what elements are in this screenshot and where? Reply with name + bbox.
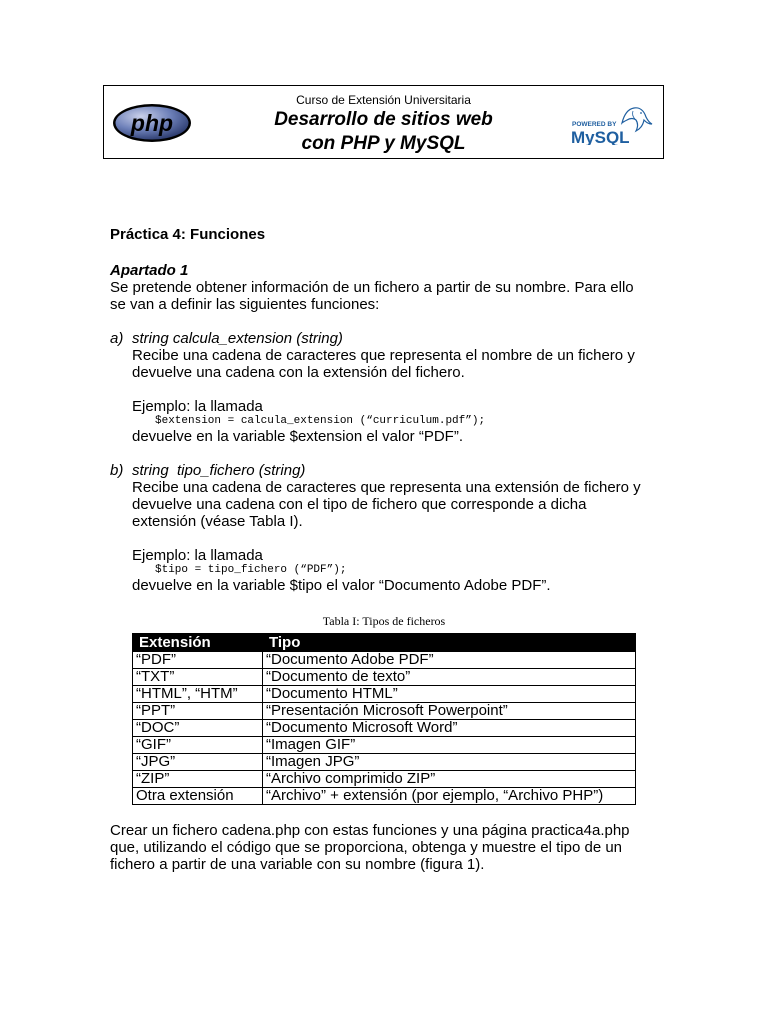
table-row bbox=[133, 737, 636, 754]
table-row bbox=[133, 720, 636, 737]
function-a-desc-1: Recibe una cadena de caracteres que representa el nombre de un fichero y bbox=[132, 347, 635, 364]
mysql-powered-text: POWERED BY bbox=[572, 121, 617, 128]
extension-cell: “PPT” bbox=[133, 703, 263, 720]
section-heading: Apartado 1 bbox=[110, 262, 189, 279]
function-b-result: devuelve en la variable $tipo el valor “Documento Adobe PDF”. bbox=[132, 577, 551, 594]
function-a-desc-2: devuelve una cadena con la extensión del fichero. bbox=[132, 364, 465, 381]
type-cell: “Documento Microsoft Word” bbox=[263, 720, 636, 737]
type-cell: “Documento HTML” bbox=[263, 686, 636, 703]
document-body bbox=[110, 226, 670, 873]
course-name: Curso de Extensión Universitaria bbox=[296, 93, 471, 107]
function-b-example-label: Ejemplo: la llamada bbox=[132, 547, 263, 564]
type-cell: “Imagen JPG” bbox=[263, 754, 636, 771]
document-header bbox=[103, 85, 664, 159]
table-row bbox=[133, 788, 636, 805]
function-b-desc-2: devuelve una cadena con el tipo de fichero que corresponde a dicha bbox=[132, 496, 587, 513]
table-row bbox=[133, 686, 636, 703]
extension-cell: “PDF” bbox=[133, 652, 263, 669]
course-title-line1: Desarrollo de sitios web bbox=[274, 109, 493, 130]
function-b-desc-1: Recibe una cadena de caracteres que representa una extensión de fichero y bbox=[132, 479, 641, 496]
function-b-signature: string tipo_fichero (string) bbox=[132, 462, 306, 479]
extension-cell: “HTML”, “HTM” bbox=[133, 686, 263, 703]
type-cell: “Documento de texto” bbox=[263, 669, 636, 686]
extension-cell: “ZIP” bbox=[133, 771, 263, 788]
closing-line-2: que, utilizando el código que se proporciona, obtenga y muestre el tipo de un bbox=[110, 839, 623, 856]
extension-cell: “GIF” bbox=[133, 737, 263, 754]
practice-title: Práctica 4: Funciones bbox=[110, 226, 266, 243]
column-header-extension: Extensión bbox=[133, 634, 263, 652]
function-b bbox=[110, 462, 670, 594]
mysql-logo-icon bbox=[570, 105, 656, 145]
type-cell: “Archivo comprimido ZIP” bbox=[263, 771, 636, 788]
function-a-example-label: Ejemplo: la llamada bbox=[132, 398, 263, 415]
type-cell: “Imagen GIF” bbox=[263, 737, 636, 754]
extension-cell: “JPG” bbox=[133, 754, 263, 771]
intro-line-2: se van a definir las siguientes funciones: bbox=[110, 296, 380, 313]
function-a-code: $extension = calcula_extension (“curriculum.pdf”); bbox=[155, 415, 486, 427]
function-b-desc-3: extensión (véase Tabla I). bbox=[132, 513, 303, 530]
column-header-type: Tipo bbox=[263, 634, 636, 652]
closing-line-3: fichero a partir de una variable con su nombre (figura 1). bbox=[110, 856, 485, 873]
table-row bbox=[133, 703, 636, 720]
intro-line-1: Se pretende obtener información de un fichero a partir de su nombre. Para ello bbox=[110, 279, 634, 296]
item-label-b: b) bbox=[110, 462, 124, 479]
closing-line-1: Crear un fichero cadena.php con estas funciones y una página practica4a.php bbox=[110, 822, 630, 839]
item-label-a: a) bbox=[110, 330, 124, 347]
php-logo-text: php bbox=[130, 110, 174, 136]
type-cell: “Presentación Microsoft Powerpoint” bbox=[263, 703, 636, 720]
extension-cell: “TXT” bbox=[133, 669, 263, 686]
table-row bbox=[133, 754, 636, 771]
type-cell: “Documento Adobe PDF” bbox=[263, 652, 636, 669]
course-title-line2: con PHP y MySQL bbox=[301, 133, 466, 154]
file-types-table bbox=[132, 633, 636, 805]
table-row bbox=[133, 652, 636, 669]
function-a bbox=[110, 330, 670, 445]
extension-cell: “DOC” bbox=[133, 720, 263, 737]
table-row bbox=[133, 771, 636, 788]
table-row bbox=[133, 669, 636, 686]
table-caption: Tabla I: Tipos de ficheros bbox=[322, 614, 446, 628]
function-a-signature: string calcula_extension (string) bbox=[132, 330, 343, 347]
table-header-row bbox=[133, 634, 636, 652]
function-b-code: $tipo = tipo_fichero (“PDF”); bbox=[155, 564, 347, 576]
type-cell: “Archivo” + extensión (por ejemplo, “Archivo PHP”) bbox=[263, 788, 636, 805]
extension-cell: Otra extensión bbox=[133, 788, 263, 805]
mysql-name-text: MySQL bbox=[571, 128, 630, 145]
function-a-result: devuelve en la variable $extension el valor “PDF”. bbox=[132, 428, 464, 445]
